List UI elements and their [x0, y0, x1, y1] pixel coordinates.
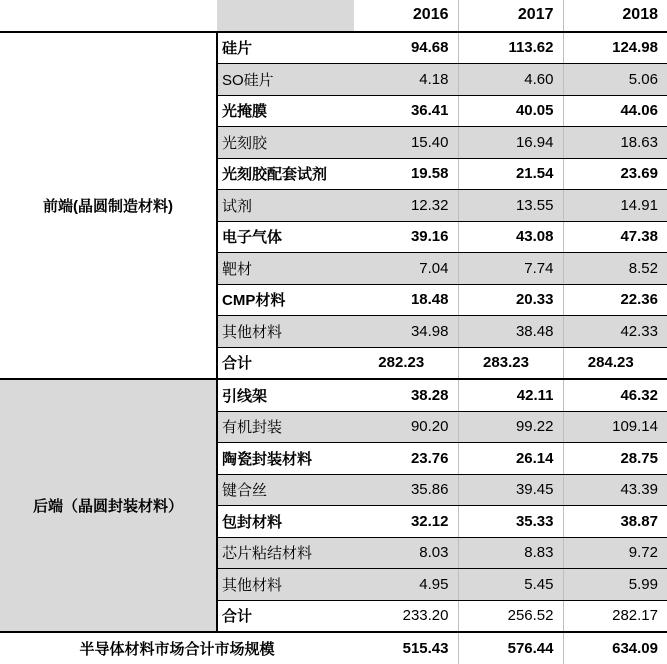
grand-total-value: 515.43 — [354, 632, 458, 664]
value-cell: 40.05 — [458, 95, 563, 127]
value-cell: 44.06 — [563, 95, 667, 127]
value-cell: 23.76 — [354, 443, 458, 475]
value-cell: 26.14 — [458, 443, 563, 475]
value-cell: 14.91 — [563, 190, 667, 222]
header-blank-cell — [217, 0, 354, 32]
value-cell: 4.95 — [354, 569, 458, 601]
value-cell: 5.99 — [563, 569, 667, 601]
header-blank-cell — [0, 0, 217, 32]
value-cell: 16.94 — [458, 127, 563, 159]
value-cell: 22.36 — [563, 284, 667, 316]
year-header: 2016 — [354, 0, 458, 32]
value-cell: 38.28 — [354, 379, 458, 411]
material-name: 有机封装 — [217, 411, 354, 443]
value-cell: 5.45 — [458, 569, 563, 601]
value-cell: 47.38 — [563, 221, 667, 253]
value-cell: 34.98 — [354, 316, 458, 348]
value-cell: 124.98 — [563, 32, 667, 64]
value-cell: 43.08 — [458, 221, 563, 253]
value-cell: 18.48 — [354, 284, 458, 316]
value-cell: 13.55 — [458, 190, 563, 222]
grand-total-value: 576.44 — [458, 632, 563, 664]
section-label: 后端（晶圆封装材料） — [0, 379, 217, 632]
value-cell: 5.06 — [563, 64, 667, 96]
material-name: 芯片粘结材料 — [217, 537, 354, 569]
value-cell: 43.39 — [563, 474, 667, 506]
value-cell: 35.33 — [458, 506, 563, 538]
value-cell: 46.32 — [563, 379, 667, 411]
material-name: 试剂 — [217, 190, 354, 222]
value-cell: 36.41 — [354, 95, 458, 127]
value-cell: 8.52 — [563, 253, 667, 285]
table-row — [0, 32, 667, 64]
material-name: 引线架 — [217, 379, 354, 411]
material-name: CMP材料 — [217, 284, 354, 316]
header-row — [0, 0, 667, 32]
material-name: 硅片 — [217, 32, 354, 64]
subtotal-value: 284.23 — [563, 347, 667, 379]
value-cell: 39.45 — [458, 474, 563, 506]
value-cell: 15.40 — [354, 127, 458, 159]
grand-total-row — [0, 632, 667, 664]
material-name: 其他材料 — [217, 316, 354, 348]
value-cell: 7.74 — [458, 253, 563, 285]
value-cell: 19.58 — [354, 158, 458, 190]
material-name: 光刻胶配套试剂 — [217, 158, 354, 190]
value-cell: 99.22 — [458, 411, 563, 443]
value-cell: 9.72 — [563, 537, 667, 569]
value-cell: 35.86 — [354, 474, 458, 506]
material-name: 陶瓷封装材料 — [217, 443, 354, 475]
value-cell: 7.04 — [354, 253, 458, 285]
subtotal-label: 合计 — [222, 608, 253, 626]
year-header: 2017 — [458, 0, 563, 32]
subtotal-value: 256.52 — [458, 600, 563, 632]
value-cell: 38.48 — [458, 316, 563, 348]
value-cell: 28.75 — [563, 443, 667, 475]
section-label: 前端(晶圆制造材料) — [0, 32, 217, 380]
value-cell: 38.87 — [563, 506, 667, 538]
value-cell: 18.63 — [563, 127, 667, 159]
table-row — [0, 379, 667, 411]
material-name: 其他材料 — [217, 569, 354, 601]
subtotal-value: 283.23 — [458, 347, 563, 379]
grand-total-label: 半导体材料市场合计市场规模 — [0, 632, 354, 664]
value-cell: 4.60 — [458, 64, 563, 96]
value-cell: 23.69 — [563, 158, 667, 190]
value-cell: 42.33 — [563, 316, 667, 348]
value-cell: 42.11 — [458, 379, 563, 411]
value-cell: 8.83 — [458, 537, 563, 569]
value-cell: 113.62 — [458, 32, 563, 64]
subtotal-value: 282.17 — [563, 600, 667, 632]
value-cell: 4.18 — [354, 64, 458, 96]
subtotal-label: 合计 — [222, 355, 253, 373]
value-cell: 94.68 — [354, 32, 458, 64]
subtotal-value: 282.23 — [378, 354, 425, 372]
material-name: 靶材 — [217, 253, 354, 285]
grand-total-value: 634.09 — [563, 632, 667, 664]
value-cell: 20.33 — [458, 284, 563, 316]
value-cell: 12.32 — [354, 190, 458, 222]
value-cell: 21.54 — [458, 158, 563, 190]
material-name: 光刻胶 — [217, 127, 354, 159]
material-name: SO硅片 — [217, 64, 354, 96]
value-cell: 32.12 — [354, 506, 458, 538]
material-name: 电子气体 — [217, 221, 354, 253]
material-name: 包封材料 — [217, 506, 354, 538]
material-name: 键合丝 — [217, 474, 354, 506]
value-cell: 90.20 — [354, 411, 458, 443]
year-header: 2018 — [563, 0, 667, 32]
value-cell: 109.14 — [563, 411, 667, 443]
subtotal-value: 233.20 — [402, 607, 449, 625]
value-cell: 8.03 — [354, 537, 458, 569]
value-cell: 39.16 — [354, 221, 458, 253]
material-name: 光掩膜 — [217, 95, 354, 127]
